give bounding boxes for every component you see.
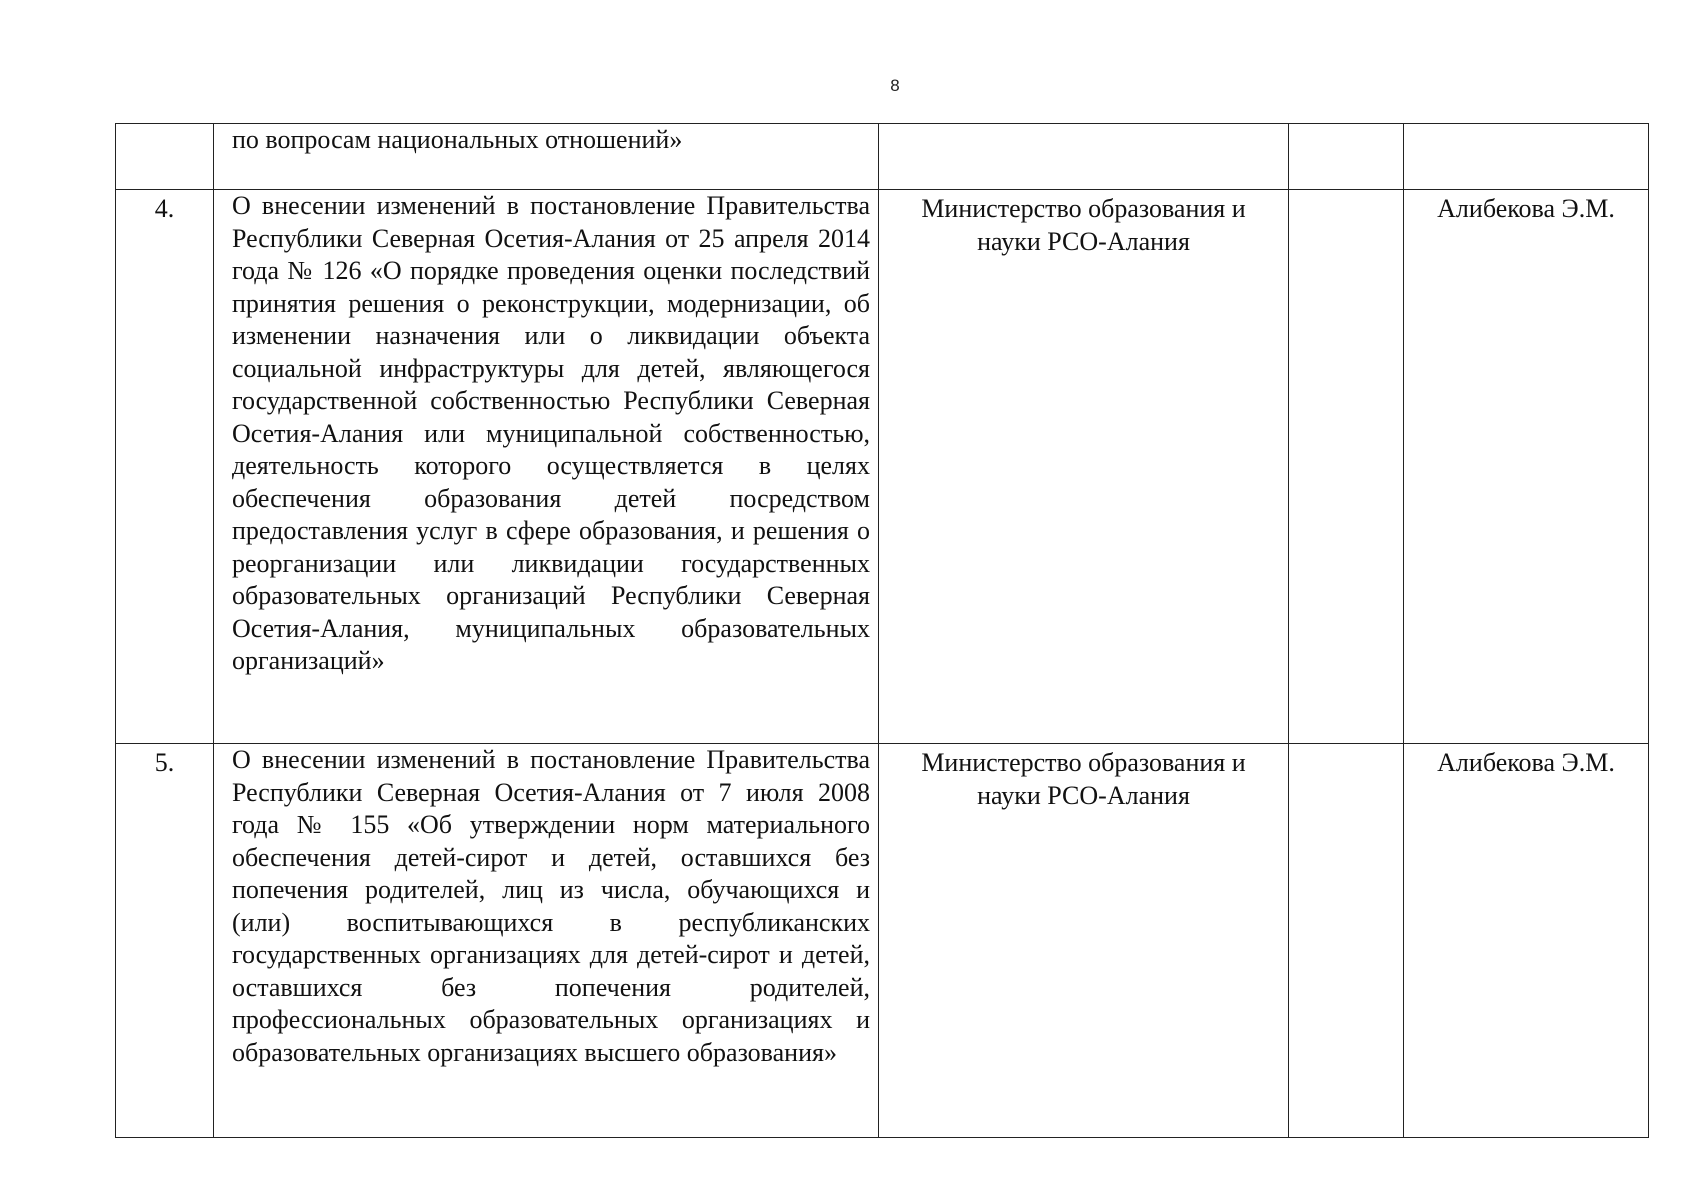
table-row: [116, 190, 1649, 744]
row-title-text: О внесении изменений в постановление Правительства Республики Северная Осетия-Алания от 25 апреля 2014 года № 126 «О порядке проведения оценки последствий принятия решения о реконструкции, модернизации, об изменении назначения или о ликвидации объекта социальной инфраструктуры для детей, являющегося государственной собственностью Республики Северная Осетия-Алания или муниципальной собственностью, деятельность которого осуществляется в целях обеспечения образования детей посредством предоставления услуг в сфере образования, и решения о реорганизации или ликвидации государственных образовательных организаций Республики Северная Осетия-Алания, муниципальных образовательных организаций»: [232, 191, 870, 675]
row-responsible-cell: Алибекова Э.М.: [1404, 190, 1649, 744]
row-responsible-cell: Алибекова Э.М.: [1404, 744, 1649, 1138]
table-row: [116, 744, 1649, 1138]
row-title-cell: [214, 744, 879, 1138]
row-executor-cell: Министерство образования и науки РСО-Алания: [879, 190, 1289, 744]
row-title-text: по вопросам национальных отношений»: [232, 125, 683, 154]
row-deadline-cell: [1289, 124, 1404, 190]
row-number-cell: 4.: [116, 190, 214, 744]
row-title-cell: [214, 124, 879, 190]
row-deadline-cell: [1289, 744, 1404, 1138]
row-number-cell: [116, 124, 214, 190]
row-responsible-cell: [1404, 124, 1649, 190]
row-executor-cell: [879, 124, 1289, 190]
row-executor-cell: Министерство образования и науки РСО-Алания: [879, 744, 1289, 1138]
row-title-cell: [214, 190, 879, 744]
table-row: [116, 124, 1649, 190]
page-number: 8: [890, 76, 900, 95]
row-title-text: О внесении изменений в постановление Правительства Республики Северная Осетия-Алания от 7 июля 2008 года № 155 «Об утверждении норм материального обеспечения детей-сирот и детей, оставшихся без попечения родителей, лиц из числа, обучающихся и (или) воспитывающихся в республиканских государственных организациях для детей-сирот и детей, оставшихся без попечения родителей, профессиональных образовательных организациях и образовательных организациях высшего образования»: [232, 745, 870, 1067]
row-number-cell: 5.: [116, 744, 214, 1138]
plan-table: [115, 123, 1649, 1138]
row-deadline-cell: [1289, 190, 1404, 744]
